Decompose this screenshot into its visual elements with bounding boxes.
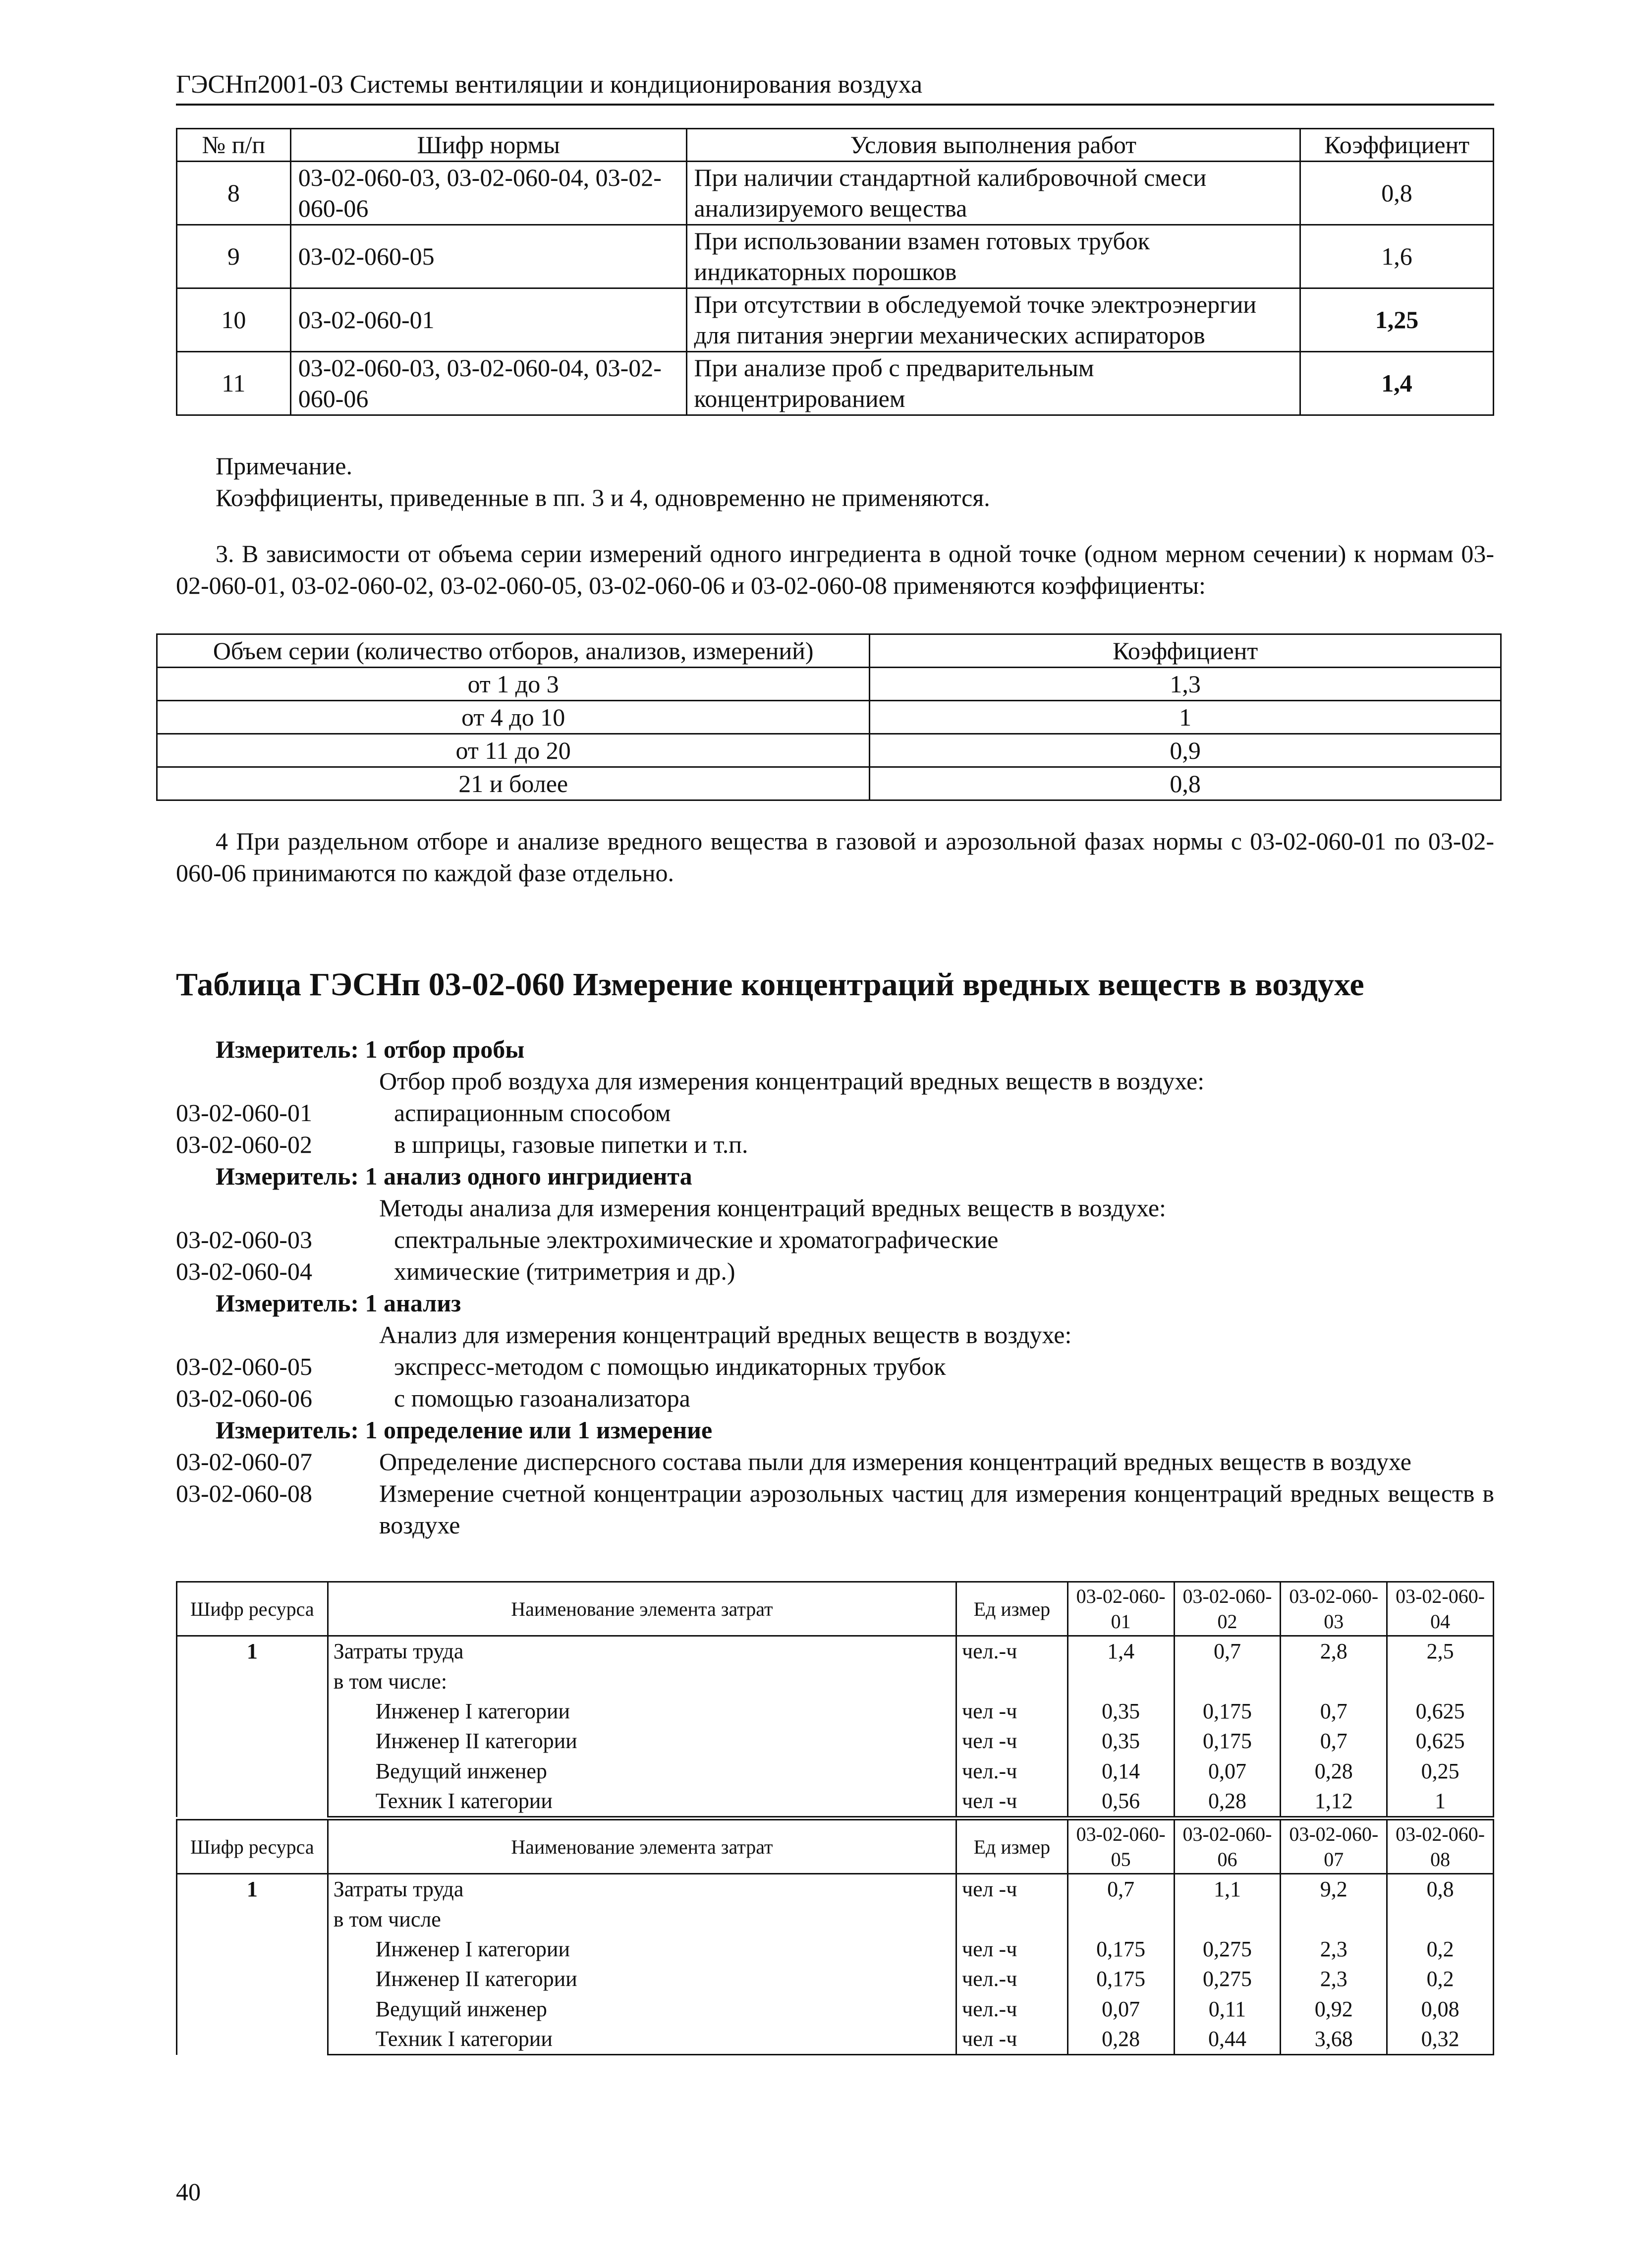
norm-text: экспресс-методом с помощью индикаторных трубок xyxy=(394,1353,946,1380)
unit: чел -ч xyxy=(956,1786,1067,1817)
unit: чел.-ч xyxy=(956,1757,1067,1786)
norm-code: 03-02-060-08 xyxy=(176,1479,312,1507)
col-header-norm: 03-02-060-02 xyxy=(1174,1582,1281,1636)
coefficient-table xyxy=(176,128,1494,416)
norm-text: спектральные электрохимические и хроматографические xyxy=(394,1226,999,1253)
table-row xyxy=(177,1667,1494,1697)
series-range: от 11 до 20 xyxy=(157,734,870,767)
note-title: Примечание. xyxy=(216,452,353,480)
row-number: 8 xyxy=(177,161,291,225)
table-row xyxy=(157,767,1501,800)
norm-value xyxy=(1067,1667,1174,1697)
note-text: Коэффициенты, приведенные в пп. 3 и 4, одновременно не применяются. xyxy=(216,484,990,511)
meter-line: Измеритель: 1 отбор пробы xyxy=(216,1035,525,1063)
norm-code: 03-02-060-01 xyxy=(176,1099,312,1127)
cost-element-name: Инженер II категории xyxy=(328,1726,956,1756)
cost-element-name: в том числе xyxy=(328,1905,956,1934)
norm-code: 03-02-060-04 xyxy=(176,1257,312,1285)
norm-value xyxy=(1387,1667,1494,1697)
row-number: 10 xyxy=(177,288,291,351)
cost-element-name: Инженер I категории xyxy=(328,1934,956,1964)
col-header-coefficient: Коэффициент xyxy=(1300,129,1494,162)
resource-code: 1 xyxy=(177,1636,328,1817)
unit xyxy=(956,1905,1067,1934)
col-header-norm: 03-02-060-04 xyxy=(1387,1582,1494,1636)
norm-value: 0,175 xyxy=(1174,1726,1281,1756)
norm-code: 03-02-060-06 xyxy=(176,1384,312,1412)
unit: чел -ч xyxy=(956,1726,1067,1756)
table-row xyxy=(177,351,1494,415)
row-number: 11 xyxy=(177,351,291,415)
paragraph-4: 4 При раздельном отборе и анализе вредного вещества в газовой и аэрозольной фазах нормы с 03-02-060-01 по 03-02-060-06 принимаются по каждой фазе отдельно. xyxy=(176,827,1494,887)
note xyxy=(216,450,990,513)
norm-value: 0,32 xyxy=(1387,2024,1494,2055)
norm-value: 0,28 xyxy=(1281,1757,1387,1786)
table-row xyxy=(177,1994,1494,2024)
col-header-norm: 03-02-060-07 xyxy=(1281,1820,1387,1874)
col-header-norm: 03-02-060-01 xyxy=(1067,1582,1174,1636)
norm-value: 0,28 xyxy=(1067,2024,1174,2055)
col-header-norm: 03-02-060-05 xyxy=(1067,1820,1174,1874)
table-header-row xyxy=(157,634,1501,668)
table-header-row xyxy=(177,1820,1494,1874)
col-header-unit: Ед измер xyxy=(956,1582,1067,1636)
norm-line xyxy=(176,1224,1494,1255)
table-row xyxy=(177,1964,1494,1994)
norm-code: 03-02-060-03, 03-02-060-04, 03-02-060-06 xyxy=(290,161,686,225)
norm-value: 0,7 xyxy=(1281,1726,1387,1756)
norm-value: 0,44 xyxy=(1174,2024,1281,2055)
norm-value: 0,7 xyxy=(1174,1636,1281,1667)
table-row xyxy=(177,1697,1494,1726)
norm-line xyxy=(176,1351,1494,1382)
col-header-norm: 03-02-060-03 xyxy=(1281,1582,1387,1636)
norm-code: 03-02-060-05 xyxy=(176,1353,312,1380)
cost-element-name: Затраты труда xyxy=(328,1874,956,1905)
norm-value: 0,625 xyxy=(1387,1726,1494,1756)
meter-line: Измеритель: 1 анализ одного ингридиента xyxy=(216,1162,692,1190)
resource-table-2 xyxy=(176,1819,1494,2055)
unit: чел.-ч xyxy=(956,1964,1067,1994)
col-header-coefficient: Коэффициент xyxy=(870,634,1501,668)
norm-value: 0,35 xyxy=(1067,1726,1174,1756)
table-header-row xyxy=(177,1582,1494,1636)
work-conditions: При использовании взамен готовых трубок индикаторных порошков xyxy=(686,225,1300,288)
norm-value: 2,8 xyxy=(1281,1636,1387,1667)
norm-text: Определение дисперсного состава пыли для измерения концентраций вредных веществ в воздухе xyxy=(379,1448,1411,1475)
coefficient-value: 0,9 xyxy=(870,734,1501,767)
norm-value: 0,07 xyxy=(1067,1994,1174,2024)
series-range: от 4 до 10 xyxy=(157,701,870,734)
norm-code: 03-02-060-03, 03-02-060-04, 03-02-060-06 xyxy=(290,351,686,415)
col-header-cost-element: Наименование элемента затрат xyxy=(328,1820,956,1874)
col-header-norm: 03-02-060-06 xyxy=(1174,1820,1281,1874)
running-head: ГЭСНп2001-03 Системы вентиляции и кондиционирования воздуха xyxy=(176,68,1494,106)
norm-value: 0,175 xyxy=(1067,1934,1174,1964)
table-row xyxy=(157,734,1501,767)
table-row xyxy=(177,2024,1494,2055)
cost-element-name: Техник I категории xyxy=(328,2024,956,2055)
norm-value: 0,56 xyxy=(1067,1786,1174,1817)
norm-code: 03-02-060-01 xyxy=(290,288,686,351)
norm-value: 0,625 xyxy=(1387,1697,1494,1726)
col-header-series-volume: Объем серии (количество отборов, анализов, измерений) xyxy=(157,634,870,668)
norm-value xyxy=(1281,1905,1387,1934)
norm-value: 0,14 xyxy=(1067,1757,1174,1786)
col-header-conditions: Условия выполнения работ xyxy=(686,129,1300,162)
norm-line xyxy=(176,1477,1494,1541)
norm-value: 0,2 xyxy=(1387,1934,1494,1964)
norm-text: с помощью газоанализатора xyxy=(394,1384,690,1412)
norm-value: 3,68 xyxy=(1281,2024,1387,2055)
coefficient-value: 0,8 xyxy=(1300,161,1494,225)
norm-value xyxy=(1174,1667,1281,1697)
work-conditions: При наличии стандартной калибровочной смеси анализируемого вещества xyxy=(686,161,1300,225)
norm-value: 0,25 xyxy=(1387,1757,1494,1786)
norm-value: 9,2 xyxy=(1281,1874,1387,1905)
norm-value: 0,175 xyxy=(1067,1964,1174,1994)
norm-code: 03-02-060-05 xyxy=(290,225,686,288)
section-heading: Таблица ГЭСНп 03-02-060 Измерение концентраций вредных веществ в воздухе xyxy=(176,966,1364,1003)
coefficient-value: 1,6 xyxy=(1300,225,1494,288)
norm-text: химические (титриметрия и др.) xyxy=(394,1257,735,1285)
unit: чел -ч xyxy=(956,1934,1067,1964)
col-header-number: № п/п xyxy=(177,129,291,162)
table-header-row xyxy=(177,129,1494,162)
cost-element-name: в том числе: xyxy=(328,1667,956,1697)
norm-value: 0,7 xyxy=(1067,1874,1174,1905)
unit: чел -ч xyxy=(956,1697,1067,1726)
table-row xyxy=(177,1905,1494,1934)
norm-line xyxy=(176,1255,1494,1287)
norm-value: 1 xyxy=(1387,1786,1494,1817)
norm-line xyxy=(176,1382,1494,1414)
table-row xyxy=(157,701,1501,734)
norm-value: 2,3 xyxy=(1281,1934,1387,1964)
work-conditions: При отсутствии в обследуемой точке электроэнергии для питания энергии механических аспираторов xyxy=(686,288,1300,351)
group-description: Анализ для измерения концентраций вредных веществ в воздухе: xyxy=(379,1321,1072,1349)
norm-value: 2,5 xyxy=(1387,1636,1494,1667)
coefficient-value: 1 xyxy=(870,701,1501,734)
unit xyxy=(956,1667,1067,1697)
norm-value: 0,8 xyxy=(1387,1874,1494,1905)
norm-value: 2,3 xyxy=(1281,1964,1387,1994)
table-row xyxy=(177,1636,1494,1667)
col-header-code: Шифр нормы xyxy=(290,129,686,162)
norm-value xyxy=(1387,1905,1494,1934)
row-number: 9 xyxy=(177,225,291,288)
group-description: Методы анализа для измерения концентраций вредных веществ в воздухе: xyxy=(379,1194,1166,1222)
table-row xyxy=(177,288,1494,351)
table-row xyxy=(157,668,1501,701)
paragraph-3: 3. В зависимости от объема серии измерений одного ингредиента в одной точке (одном мерном сечении) к нормам 03-02-060-01, 03-02-060-02, 03-02-060-05, 03-02-060-06 и 03-02-060-08 применяются коэффициенты: xyxy=(176,540,1494,599)
norm-line xyxy=(176,1129,1494,1160)
cost-element-name: Техник I категории xyxy=(328,1786,956,1817)
meter-line: Измеритель: 1 анализ xyxy=(216,1289,461,1317)
norm-value: 0,07 xyxy=(1174,1757,1281,1786)
resource-table-1 xyxy=(176,1581,1494,1817)
col-header-resource-code: Шифр ресурса xyxy=(177,1582,328,1636)
page-number: 40 xyxy=(176,2178,201,2206)
series-range: от 1 до 3 xyxy=(157,668,870,701)
norm-value: 0,275 xyxy=(1174,1934,1281,1964)
unit: чел.-ч xyxy=(956,1636,1067,1667)
table-row xyxy=(177,1726,1494,1756)
coefficient-value: 1,3 xyxy=(870,668,1501,701)
table-row xyxy=(177,1757,1494,1786)
norm-value: 1,4 xyxy=(1067,1636,1174,1667)
unit: чел -ч xyxy=(956,2024,1067,2055)
norm-value: 1,12 xyxy=(1281,1786,1387,1817)
norm-value: 0,2 xyxy=(1387,1964,1494,1994)
coefficient-value: 1,25 xyxy=(1300,288,1494,351)
group-description: Отбор проб воздуха для измерения концентраций вредных веществ в воздухе: xyxy=(379,1067,1205,1095)
series-volume-table xyxy=(156,633,1502,801)
cost-element-name: Инженер I категории xyxy=(328,1697,956,1726)
norm-text: Измерение счетной концентрации аэрозольных частиц для измерения концентраций вредных веществ в воздухе xyxy=(379,1479,1494,1539)
col-header-unit: Ед измер xyxy=(956,1820,1067,1874)
norm-value: 0,275 xyxy=(1174,1964,1281,1994)
norm-value xyxy=(1281,1667,1387,1697)
meter-line: Измеритель: 1 определение или 1 измерение xyxy=(216,1416,713,1444)
norm-value: 0,35 xyxy=(1067,1697,1174,1726)
col-header-resource-code: Шифр ресурса xyxy=(177,1820,328,1874)
col-header-cost-element: Наименование элемента затрат xyxy=(328,1582,956,1636)
norm-value: 0,92 xyxy=(1281,1994,1387,2024)
norm-value xyxy=(1067,1905,1174,1934)
norm-line xyxy=(176,1097,1494,1129)
norm-code: 03-02-060-03 xyxy=(176,1226,312,1253)
table-row xyxy=(177,161,1494,225)
coefficient-value: 1,4 xyxy=(1300,351,1494,415)
cost-element-name: Инженер II категории xyxy=(328,1964,956,1994)
norm-code: 03-02-060-02 xyxy=(176,1131,312,1158)
cost-element-name: Ведущий инженер xyxy=(328,1994,956,2024)
norm-code: 03-02-060-07 xyxy=(176,1448,312,1475)
norm-value: 0,175 xyxy=(1174,1697,1281,1726)
work-conditions: При анализе проб с предварительным концентрированием xyxy=(686,351,1300,415)
norm-text: аспирационным способом xyxy=(394,1099,671,1127)
norm-value: 0,7 xyxy=(1281,1697,1387,1726)
series-range: 21 и более xyxy=(157,767,870,800)
norm-value xyxy=(1174,1905,1281,1934)
norm-value: 1,1 xyxy=(1174,1874,1281,1905)
table-row xyxy=(177,225,1494,288)
resource-code: 1 xyxy=(177,1874,328,2055)
unit: чел.-ч xyxy=(956,1994,1067,2024)
table-row xyxy=(177,1874,1494,1905)
coefficient-value: 0,8 xyxy=(870,767,1501,800)
norm-value: 0,08 xyxy=(1387,1994,1494,2024)
cost-element-name: Ведущий инженер xyxy=(328,1757,956,1786)
norm-specification xyxy=(176,1033,1494,1541)
table-row xyxy=(177,1786,1494,1817)
norm-value: 0,11 xyxy=(1174,1994,1281,2024)
norm-text: в шприцы, газовые пипетки и т.п. xyxy=(394,1131,748,1158)
norm-value: 0,28 xyxy=(1174,1786,1281,1817)
unit: чел -ч xyxy=(956,1874,1067,1905)
norm-line xyxy=(176,1446,1494,1477)
cost-element-name: Затраты труда xyxy=(328,1636,956,1667)
table-row xyxy=(177,1934,1494,1964)
col-header-norm: 03-02-060-08 xyxy=(1387,1820,1494,1874)
